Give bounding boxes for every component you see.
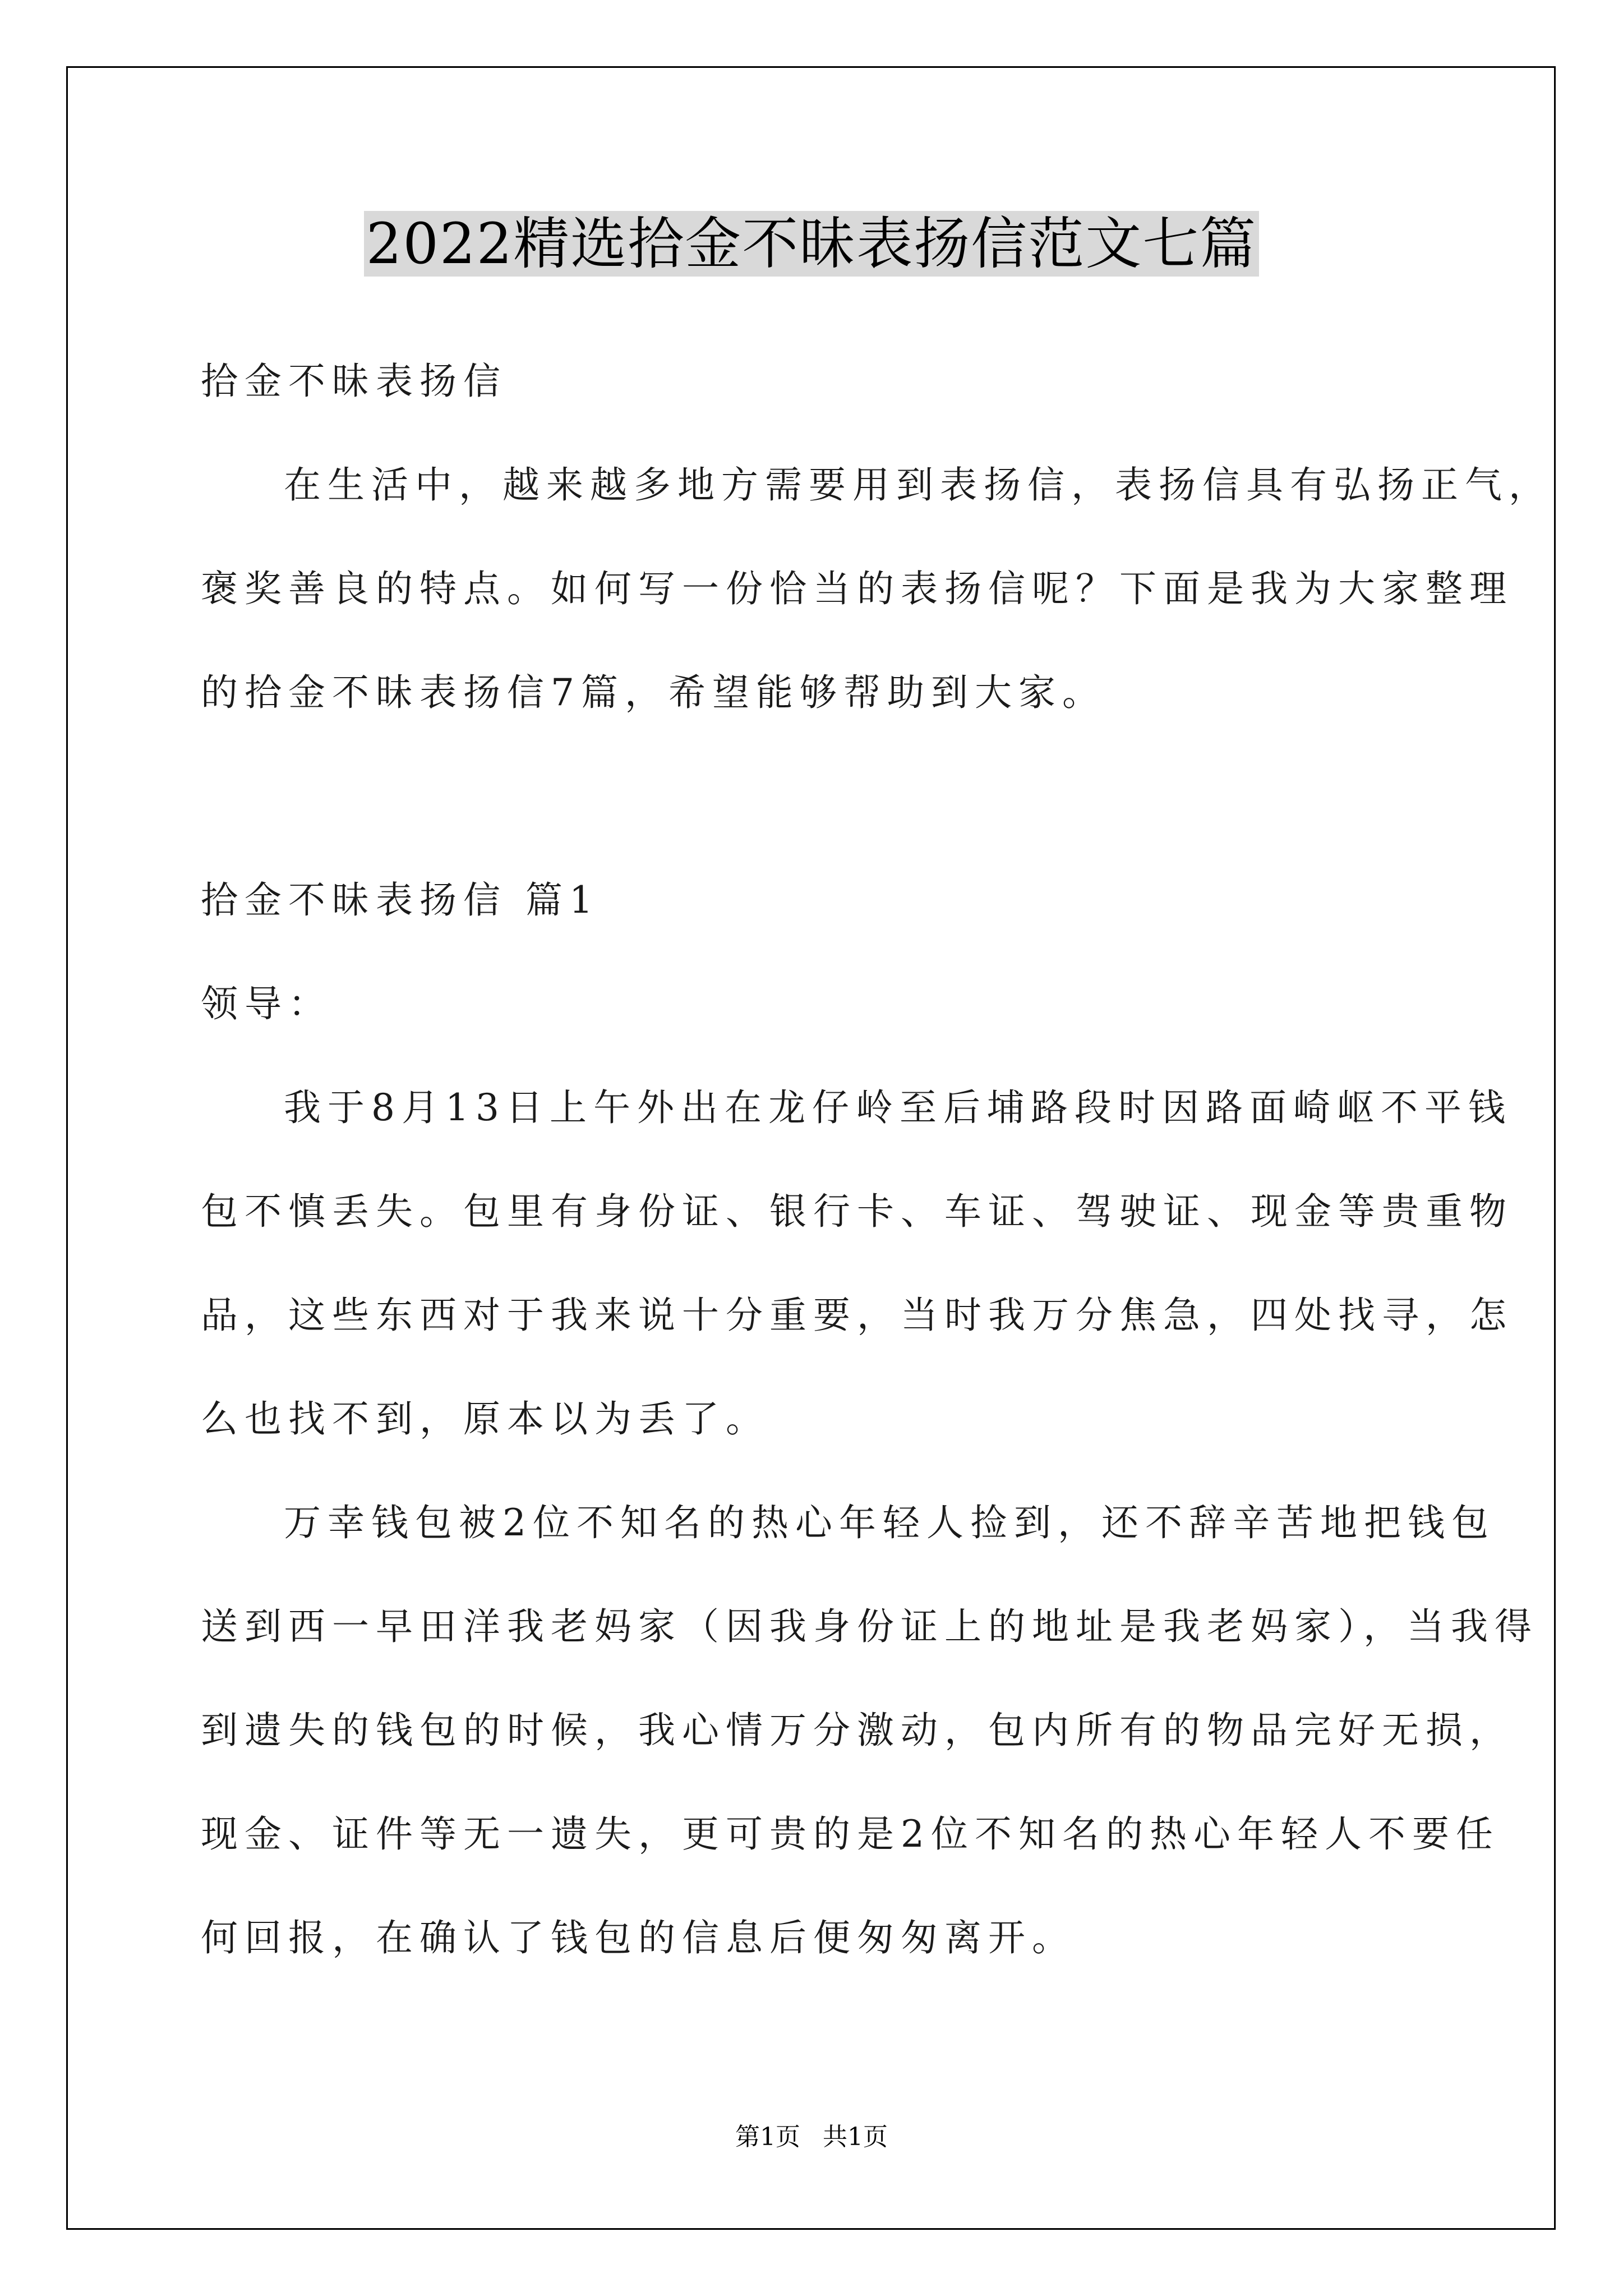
- paragraph-line: 万幸钱包被2位不知名的热心年轻人捡到，还不辞辛苦地把钱包: [284, 1501, 1495, 1544]
- paragraph-line: 品，这些东西对于我来说十分重要，当时我万分焦急，四处找寻，怎: [201, 1294, 1513, 1337]
- salutation: 领导：: [201, 982, 332, 1025]
- paragraph-line: 我于8月13日上午外出在龙仔岭至后埔路段时因路面崎岖不平钱: [284, 1086, 1512, 1129]
- paragraph-line: 包不慎丢失。包里有身份证、银行卡、车证、驾驶证、现金等贵重物: [201, 1190, 1513, 1233]
- paragraph-line: 到遗失的钱包的时候，我心情万分激动，包内所有的物品完好无损，: [201, 1709, 1513, 1752]
- document-subtitle: 拾金不昧表扬信: [201, 360, 507, 403]
- intro-line: 在生活中，越来越多地方需要用到表扬信，表扬信具有弘扬正气，: [284, 463, 1552, 507]
- intro-line: 的拾金不昧表扬信7篇，希望能够帮助到大家。: [201, 671, 1106, 714]
- paragraph-line: 送到西一早田洋我老妈家（因我身份证上的地址是我老妈家），当我得: [201, 1605, 1538, 1648]
- page-total: 共1页: [823, 2123, 888, 2151]
- paragraph-line: 现金、证件等无一遗失，更可贵的是2位不知名的热心年轻人不要任: [201, 1812, 1500, 1856]
- intro-line: 褒奖善良的特点。如何写一份恰当的表扬信呢？下面是我为大家整理: [201, 567, 1513, 610]
- page-footer: [0, 2120, 1623, 2154]
- section-heading: 拾金不昧表扬信 篇1: [201, 878, 600, 922]
- document-title: [0, 202, 1623, 286]
- page-number: 第1页: [735, 2123, 800, 2151]
- paragraph-line: 么也找不到，原本以为丢了。: [201, 1397, 769, 1441]
- paragraph-line: 何回报，在确认了钱包的信息后便匆匆离开。: [201, 1916, 1076, 1959]
- document-title-text: 2022精选拾金不昧表扬信范文七篇: [364, 211, 1260, 277]
